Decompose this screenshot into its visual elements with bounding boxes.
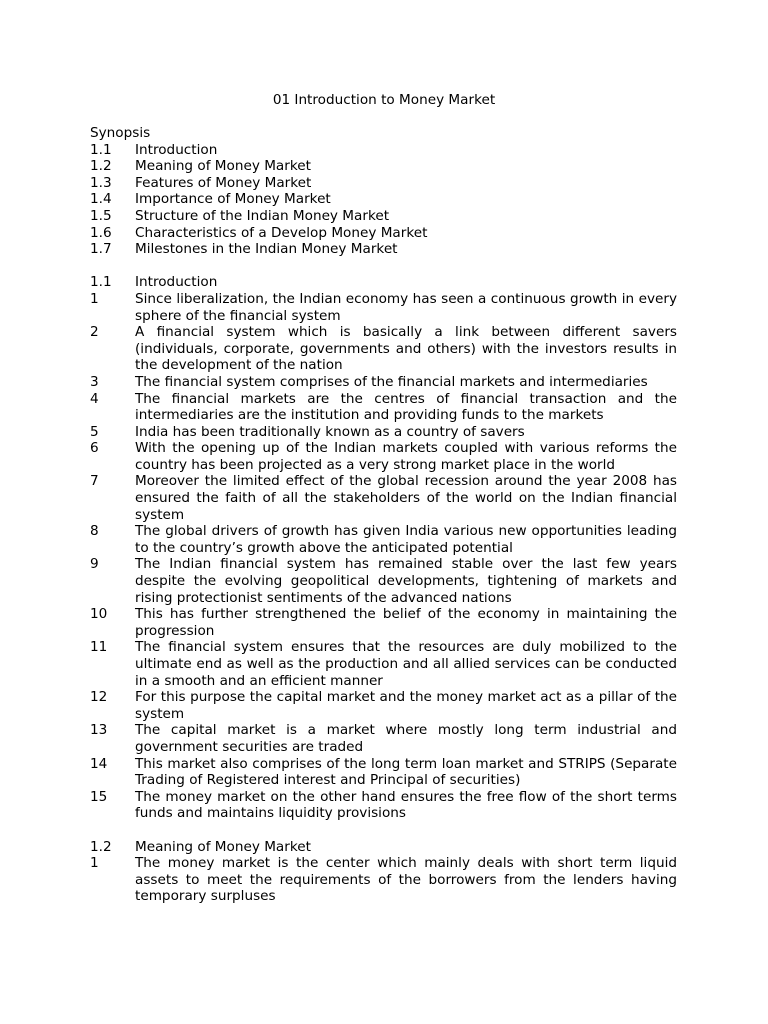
synopsis-item-number: 1.4 — [90, 191, 112, 208]
point-text: The financial system comprises of the financial markets and intermediaries — [135, 373, 648, 390]
list-item — [90, 789, 677, 822]
document-body — [90, 125, 677, 905]
list-item — [90, 756, 677, 789]
list-item — [90, 722, 677, 755]
point-number: 7 — [90, 473, 99, 490]
synopsis-item-number: 1.5 — [90, 207, 112, 224]
synopsis-item-text: Structure of the Indian Money Market — [135, 207, 390, 224]
point-number: 3 — [90, 373, 99, 390]
section-heading — [90, 839, 677, 856]
synopsis-item-text: Features of Money Market — [135, 174, 312, 191]
synopsis-item — [90, 225, 677, 242]
point-number: 11 — [90, 639, 108, 656]
point-text: A financial system which is basically a link between different savers (individuals, corporate, governments and others) with the investors results in the development of the nation — [135, 324, 677, 374]
synopsis-item-text: Introduction — [135, 141, 218, 158]
point-text: The capital market is a market where mostly long term industrial and government securities are traded — [135, 722, 677, 755]
synopsis-list — [90, 142, 677, 258]
point-text: The money market on the other hand ensures the free flow of the short terms funds and maintains liquidity provisions — [135, 788, 677, 822]
point-text: The Indian financial system has remained stable over the last few years despite the evolving geopolitical developments, tightening of markets and rising protectionist sentiments of the advanced nations — [135, 556, 677, 606]
blank-line — [90, 822, 677, 839]
point-number: 14 — [90, 755, 108, 772]
point-text: The financial markets are the centres of financial transaction and the intermediaries are the institution and providing funds to the markets — [135, 390, 677, 424]
list-item — [90, 424, 677, 441]
synopsis-item-text: Meaning of Money Market — [135, 158, 311, 175]
list-item — [90, 291, 677, 324]
point-text: For this purpose the capital market and the money market act as a pillar of the system — [135, 689, 677, 722]
synopsis-item-text: Milestones in the Indian Money Market — [135, 241, 398, 258]
section-number: 1.2 — [90, 838, 112, 855]
point-number: 8 — [90, 523, 99, 540]
synopsis-item-number: 1.3 — [90, 174, 112, 191]
list-item — [90, 556, 677, 606]
synopsis-item — [90, 175, 677, 192]
section-title: Meaning of Money Market — [135, 838, 311, 855]
synopsis-label: Synopsis — [90, 125, 151, 141]
synopsis-item-number: 1.6 — [90, 224, 112, 241]
point-text: With the opening up of the Indian markets coupled with various reforms the country has been projected as a very strong market place in the world — [135, 440, 677, 473]
list-item — [90, 523, 677, 556]
synopsis-item — [90, 158, 677, 175]
point-number: 4 — [90, 390, 99, 407]
list-item — [90, 391, 677, 424]
point-text: Since liberalization, the Indian economy has seen a continuous growth in every sphere of the financial system — [135, 290, 677, 324]
list-item — [90, 689, 677, 722]
list-item — [90, 606, 677, 639]
list-item — [90, 324, 677, 374]
section-introduction — [90, 274, 677, 822]
point-number: 1 — [90, 290, 99, 307]
point-number: 2 — [90, 324, 99, 341]
point-number: 9 — [90, 556, 99, 573]
list-item — [90, 855, 677, 905]
section-heading — [90, 274, 677, 291]
blank-line — [90, 258, 677, 275]
section-number: 1.1 — [90, 274, 112, 291]
point-number: 6 — [90, 440, 99, 457]
synopsis-item-text: Importance of Money Market — [135, 191, 331, 208]
document-title: 01 Introduction to Money Market — [272, 92, 496, 108]
point-text: The global drivers of growth has given India various new opportunities leading to the country’s growth above the anticipated potential — [135, 523, 677, 556]
point-number: 12 — [90, 689, 108, 706]
point-text: The money market is the center which mainly deals with short term liquid assets to meet the requirements of the borrowers from the lenders having temporary surpluses — [135, 855, 677, 905]
point-text: This market also comprises of the long term loan market and STRIPS (Separate Trading of Registered interest and Principal of securities) — [135, 755, 677, 789]
point-number: 13 — [90, 722, 108, 739]
point-text: The financial system ensures that the resources are duly mobilized to the ultimate end as well as the production and all allied services can be conducted in a smooth and an efficient manner — [135, 639, 677, 689]
synopsis-item-number: 1.2 — [90, 158, 112, 175]
point-number: 1 — [90, 855, 99, 872]
list-item — [90, 440, 677, 473]
section-meaning-of-money-market — [90, 839, 677, 905]
synopsis-item — [90, 191, 677, 208]
list-item — [90, 639, 677, 689]
point-text: Moreover the limited effect of the global recession around the year 2008 has ensured the faith of all the stakeholders of the world on the Indian financial system — [135, 473, 677, 523]
point-number: 5 — [90, 423, 99, 440]
synopsis-item-number: 1.7 — [90, 241, 112, 258]
synopsis-item — [90, 208, 677, 225]
synopsis-item-number: 1.1 — [90, 141, 112, 158]
section-title: Introduction — [135, 274, 218, 291]
point-number: 15 — [90, 788, 108, 805]
list-item — [90, 374, 677, 391]
synopsis-item-text: Characteristics of a Develop Money Market — [135, 224, 428, 241]
synopsis-item — [90, 241, 677, 258]
point-text: This has further strengthened the belief of the economy in maintaining the progression — [135, 606, 677, 639]
point-number: 10 — [90, 606, 108, 623]
list-item — [90, 473, 677, 523]
synopsis-item — [90, 142, 677, 159]
point-text: India has been traditionally known as a country of savers — [135, 423, 525, 440]
